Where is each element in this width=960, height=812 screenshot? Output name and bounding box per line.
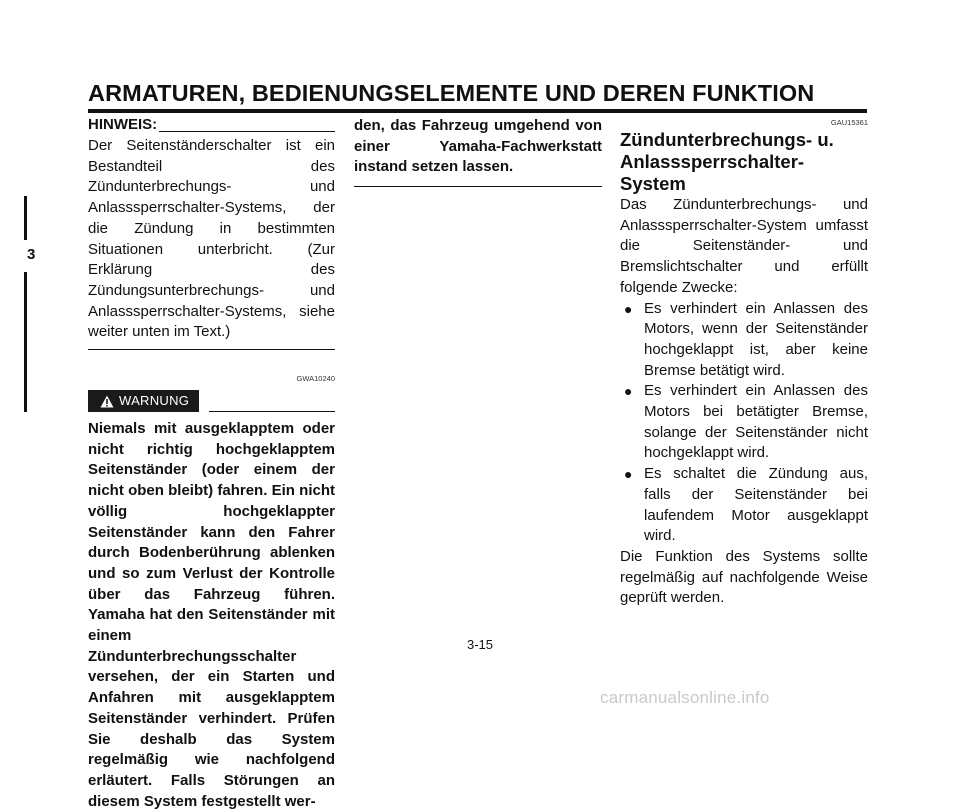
bullet-text: Es schaltet die Zündung aus, falls der Seitenständer bei laufendem Motor ausgeklappt wird. bbox=[644, 465, 868, 545]
chapter-number: 3 bbox=[27, 246, 36, 263]
bullet-text: Es verhindert ein Anlassen des Motors, wenn der Seitenständer hochgeklappt ist, aber keine Bremse betätigt wird. bbox=[644, 299, 868, 379]
warning-text: Niemals mit ausgeklapptem oder nicht richtig hochgeklapptem Seitenständer (oder einem der nicht oben bleibt) fahren. Ein nicht völlig hochgeklappter Seitenständer kann den Fahrer durch Bodenberührung ablenken und so zum Verlust der Kontrolle über das Fahrzeug führen. Yamaha hat den Seitenständer mit einem Zündunterbrechungsschalter versehen, der ein Starten und Anfahren mit ausgeklapptem Seitenständer verhindert. Prüfen Sie deshalb das System regelmäßig wie nachfolgend erläutert. Falls Störungen an diesem System festgestellt wer- bbox=[88, 420, 335, 810]
list-item bbox=[624, 464, 868, 547]
warning-heading bbox=[88, 389, 335, 413]
section-title-line-1: Zündunterbrechungs- u. bbox=[620, 129, 834, 150]
section-intro: Das Zündunterbrechungs- und Anlasssperrschalter-System umfasst die Seitenständer- und Bremslichtschalter und erfüllt folgende Zwecke: bbox=[620, 196, 868, 296]
column-right bbox=[620, 116, 868, 609]
page-number: 3-15 bbox=[466, 637, 494, 652]
chapter-tab-line-top bbox=[24, 196, 27, 240]
warning-heading-rule bbox=[209, 411, 335, 412]
warning-badge bbox=[88, 390, 199, 412]
header-rule bbox=[88, 109, 867, 113]
section-closing: Die Funktion des Systems sollte regelmäßig auf nachfolgende Weise geprüft werden. bbox=[620, 547, 868, 607]
bullet-text: Es verhindert ein Anlassen des Motors bei betätigter Bremse, solange der Seitenständer nicht hochgeklappt wird. bbox=[644, 382, 868, 462]
warning-triangle-icon bbox=[100, 395, 114, 408]
column-left bbox=[88, 116, 335, 812]
warning-code: GWA10240 bbox=[296, 374, 335, 384]
section-title bbox=[620, 129, 868, 195]
column-middle bbox=[354, 116, 602, 187]
page-header-title: ARMATUREN, BEDIENUNGSELEMENTE UND DEREN FUNKTION bbox=[88, 80, 815, 106]
note-heading-rule bbox=[159, 131, 335, 132]
watermark[interactable]: carmanualsonline.info bbox=[600, 688, 770, 707]
section-title-line-2: Anlasssperrschalter-System bbox=[620, 151, 805, 194]
list-item bbox=[624, 381, 868, 464]
bullet-list bbox=[624, 299, 868, 547]
warning-text-continued: den, das Fahrzeug umgehend von einer Yamaha-Fachwerkstatt instand setzen lassen. bbox=[354, 117, 602, 176]
bullet-icon: ● bbox=[624, 466, 633, 483]
section-code: GAU15361 bbox=[830, 118, 868, 127]
bullet-icon: ● bbox=[624, 300, 633, 317]
warning-end-rule bbox=[354, 186, 602, 187]
warning-badge-label: WARNUNG bbox=[119, 392, 190, 408]
note-label: HINWEIS: bbox=[88, 116, 158, 134]
note-end-rule bbox=[88, 349, 335, 350]
note-text: Der Seitenständerschalter ist ein Bestandteil des Zündunterbrechungs- und Anlasssperrschalter-Systems, der die Zündung in bestimmten Situationen unterbricht. (Zur Erklärung des Zündungsunterbrechungs- und Anlasssperrschalter-Systems, siehe weiter unten im Text.) bbox=[88, 137, 335, 341]
list-item bbox=[624, 299, 868, 382]
note-heading bbox=[88, 116, 335, 136]
chapter-tab-line-bottom bbox=[24, 272, 27, 412]
bullet-icon: ● bbox=[624, 383, 633, 400]
